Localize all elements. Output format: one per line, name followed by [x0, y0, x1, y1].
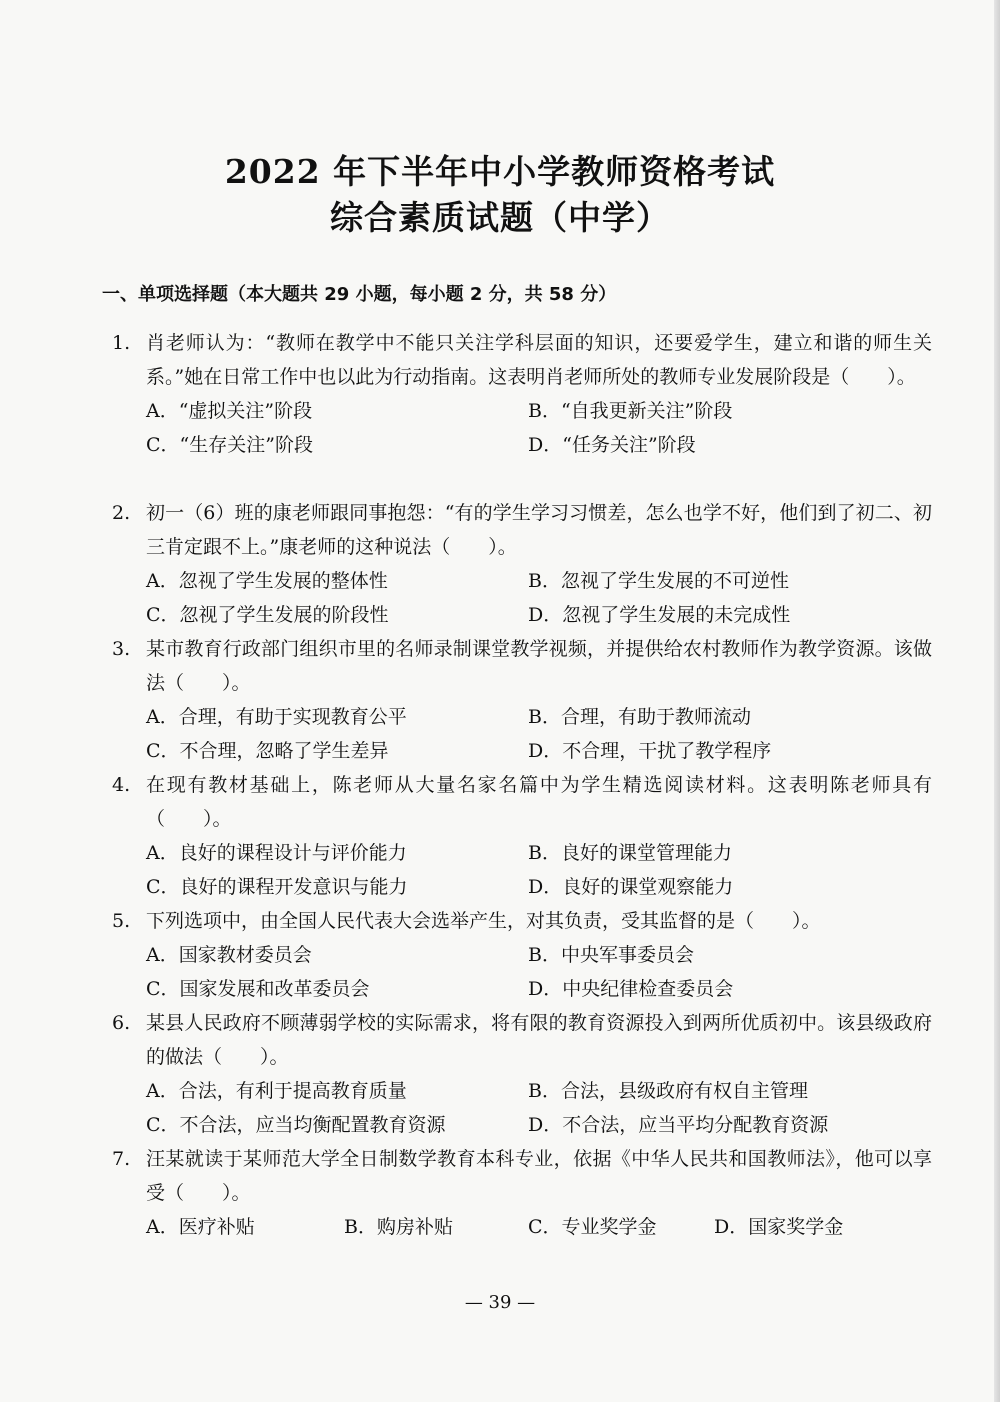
option-c: C．良好的课程开发意识与能力 — [146, 876, 408, 898]
exam-title: 2022 年下半年中小学教师资格考试 — [224, 152, 776, 191]
option-d: D．不合法，应当平均分配教育资源 — [528, 1114, 829, 1136]
options-row — [112, 870, 932, 904]
options-row — [112, 700, 932, 734]
question-1 — [112, 326, 932, 462]
question-number: 5. — [112, 910, 131, 932]
question-6 — [112, 1006, 932, 1142]
question-number: 1. — [112, 332, 131, 354]
question-stem: 汪某就读于某师范大学全日制数学教育本科专业，依据《中华人民共和国教师法》，他可以享受（ ）。 — [146, 1148, 932, 1204]
question-3 — [112, 632, 932, 768]
option-b: B．良好的课堂管理能力 — [528, 842, 732, 864]
options-row — [112, 972, 932, 1006]
question-stem: 下列选项中，由全国人民代表大会选举产生，对其负责，受其监督的是（ ）。 — [146, 910, 821, 932]
option-b: B．忽视了学生发展的不可逆性 — [528, 570, 789, 592]
options-row — [112, 1074, 932, 1108]
page-number: — 39 — — [464, 1292, 536, 1313]
option-a: A．医疗补贴 — [146, 1216, 255, 1238]
question-number: 4. — [112, 774, 131, 796]
question-7 — [112, 1142, 932, 1244]
options-row — [112, 938, 932, 972]
options-row — [112, 598, 932, 632]
question-number: 6. — [112, 1012, 131, 1034]
option-b: B．中央军事委员会 — [528, 944, 694, 966]
option-c: C．不合理，忽略了学生差异 — [146, 740, 389, 762]
exam-subtitle: 综合素质试题（中学） — [330, 198, 670, 237]
option-c: C．忽视了学生发展的阶段性 — [146, 604, 389, 626]
question-stem: 在现有教材基础上，陈老师从大量名家名篇中为学生精选阅读材料。这表明陈老师具有（ ）。 — [146, 774, 932, 830]
options-row — [112, 428, 932, 462]
options-row — [112, 1108, 932, 1142]
option-d: D．良好的课堂观察能力 — [528, 876, 734, 898]
option-c: C．专业奖学金 — [528, 1216, 657, 1238]
option-d: D．中央纪律检查委员会 — [528, 978, 734, 1000]
options-row — [112, 734, 932, 768]
option-c: C．不合法，应当均衡配置教育资源 — [146, 1114, 446, 1136]
option-d: D．不合理，干扰了教学程序 — [528, 740, 772, 762]
section-heading: 一、单项选择题（本大题共 29 小题，每小题 2 分，共 58 分） — [102, 284, 617, 305]
option-d: D．忽视了学生发展的未完成性 — [528, 604, 791, 626]
option-a: A．国家教材委员会 — [146, 944, 312, 966]
option-b: B．“自我更新关注”阶段 — [528, 400, 733, 422]
option-a: A．忽视了学生发展的整体性 — [146, 570, 388, 592]
question-stem: 初一（6）班的康老师跟同事抱怨：“有的学生学习习惯差，怎么也学不好，他们到了初二、初三肯定跟不上。”康老师的这种说法（ ）。 — [146, 502, 932, 558]
question-stem: 肖老师认为：“教师在教学中不能只关注学科层面的知识，还要爱学生，建立和谐的师生关系。”她在日常工作中也以此为行动指南。这表明肖老师所处的教师专业发展阶段是（ ）。 — [146, 332, 932, 388]
question-5 — [112, 904, 932, 1006]
option-c: C．“生存关注”阶段 — [146, 434, 313, 456]
question-stem: 某市教育行政部门组织市里的名师录制课堂教学视频，并提供给农村教师作为教学资源。该做法（ ）。 — [146, 638, 932, 694]
question-stem: 某县人民政府不顾薄弱学校的实际需求，将有限的教育资源投入到两所优质初中。该县级政府的做法（ ）。 — [146, 1012, 932, 1068]
option-c: C．国家发展和改革委员会 — [146, 978, 370, 1000]
option-a: A．合理，有助于实现教育公平 — [146, 706, 407, 728]
question-number: 3. — [112, 638, 131, 660]
question-number: 2. — [112, 502, 131, 524]
option-b: B．购房补贴 — [344, 1216, 453, 1238]
option-a: A．“虚拟关注”阶段 — [146, 400, 313, 422]
question-number: 7. — [112, 1148, 131, 1170]
option-b: B．合法，县级政府有权自主管理 — [528, 1080, 808, 1102]
option-d: D．“任务关注”阶段 — [528, 434, 696, 456]
option-d: D．国家奖学金 — [714, 1216, 844, 1238]
options-row — [112, 836, 932, 870]
options-row — [112, 394, 932, 428]
options-row — [112, 564, 932, 598]
question-4 — [112, 768, 932, 904]
options-row — [112, 1210, 932, 1244]
question-2 — [112, 496, 932, 632]
option-a: A．良好的课程设计与评价能力 — [146, 842, 407, 864]
option-b: B．合理，有助于教师流动 — [528, 706, 751, 728]
option-a: A．合法，有利于提高教育质量 — [146, 1080, 407, 1102]
